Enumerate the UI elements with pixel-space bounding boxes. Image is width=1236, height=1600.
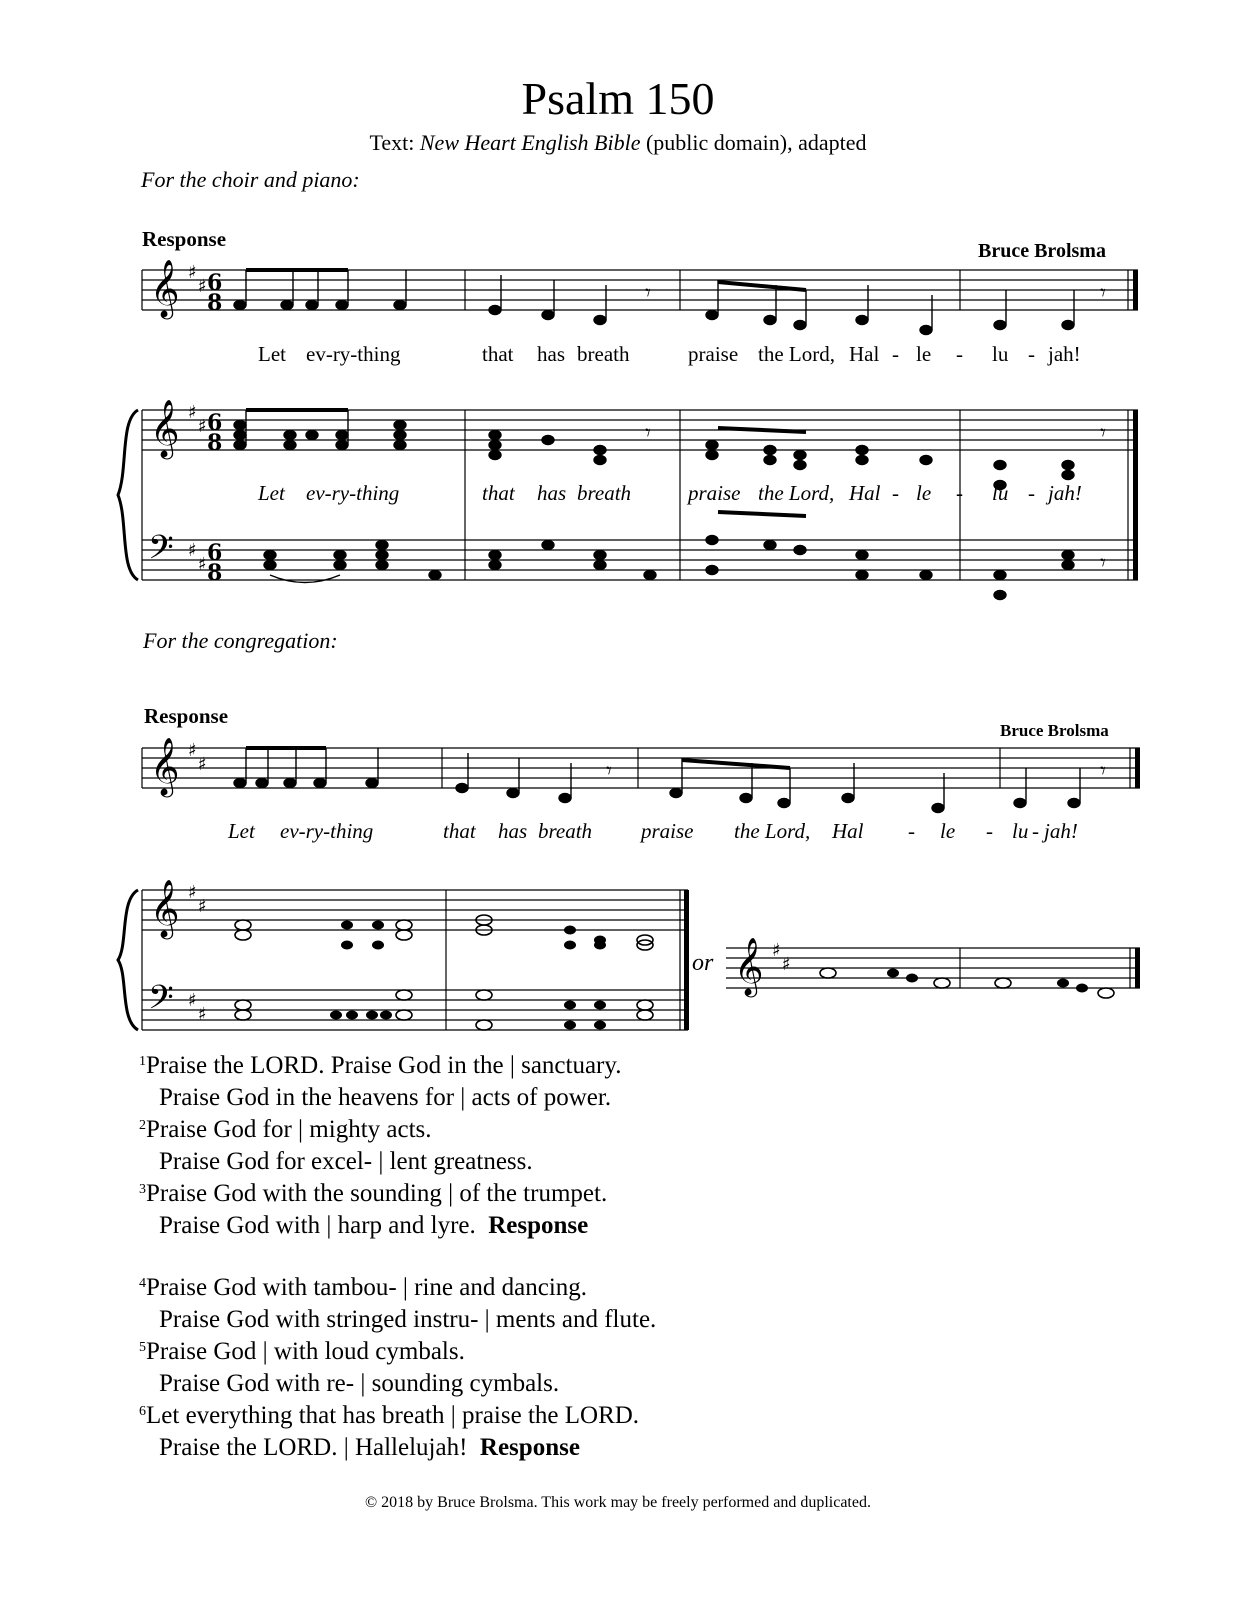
verse-line	[139, 1402, 639, 1430]
congregation-response-label: Response	[144, 704, 229, 728]
congregation-lyric: -	[908, 819, 915, 843]
svg-text:♯: ♯	[198, 554, 207, 575]
piano-lyric: jah!	[1048, 481, 1082, 505]
piano-lyric: praise	[688, 481, 741, 505]
melody-lyric: -	[892, 342, 899, 366]
verse-number: 6	[139, 1404, 146, 1419]
choir-response-label: Response	[142, 227, 227, 251]
piano-lyric: -	[892, 481, 899, 505]
svg-text:𝄾: 𝄾	[645, 281, 651, 306]
congregation-lyric: le	[940, 819, 956, 843]
congregation-lyric: jah!	[1044, 819, 1078, 843]
verse-text: Praise God with stringed instru- | ments and flute.	[159, 1306, 657, 1333]
melody-lyric: has	[537, 342, 565, 366]
verse-number: 3	[139, 1182, 146, 1197]
svg-text:6: 6	[207, 540, 223, 566]
melody-lyric: the Lord,	[758, 342, 835, 366]
treble-clef-icon: 𝄞	[150, 399, 180, 457]
congregation-lyric: that	[443, 819, 476, 843]
key-signature-sharps	[188, 740, 791, 1025]
copyright-notice: © 2018 by Bruce Brolsma. This work may be freely performed and duplicated.	[365, 1494, 871, 1511]
svg-text:♯: ♯	[198, 896, 207, 917]
page-title: Psalm 150	[521, 73, 715, 124]
verse-text: Praise God with | harp and lyre.	[159, 1212, 476, 1239]
congregation-lyric: Let	[228, 819, 255, 843]
or-label: or	[692, 950, 714, 976]
verse-line	[139, 1274, 587, 1302]
melody-lyric: Hal	[849, 342, 880, 366]
treble-clef-icon: 𝄞	[150, 737, 180, 795]
melody-lyric: lu	[992, 342, 1009, 366]
bass-clef-icon: 𝄢	[148, 979, 174, 1025]
eighth-rest-icon	[606, 759, 1106, 784]
congregation-lyric: praise	[641, 819, 694, 843]
congregation-lyric: lu	[1012, 819, 1029, 843]
harmony-bass-staff	[142, 990, 688, 1030]
svg-text:𝄾: 𝄾	[1100, 421, 1106, 446]
svg-text:6: 6	[207, 410, 223, 436]
source-suffix: (public domain), adapted	[640, 130, 867, 155]
alternate-notes	[820, 968, 1114, 998]
verse-text: Praise God with the sounding | of the trumpet.	[146, 1180, 608, 1207]
melody-lyric: jah!	[1048, 342, 1081, 366]
source-work: New Heart English Bible	[419, 130, 641, 155]
melody-lyric: praise	[688, 342, 739, 366]
verse-line	[159, 1148, 533, 1176]
svg-text:𝄾: 𝄾	[606, 759, 612, 784]
svg-text:𝄾: 𝄾	[1100, 759, 1106, 784]
verse-line	[159, 1306, 656, 1334]
svg-text:8: 8	[207, 290, 223, 316]
congregation-lyric: has	[498, 819, 528, 843]
melody-lyric: that	[482, 342, 514, 366]
svg-text:6: 6	[207, 270, 223, 296]
svg-text:𝄾: 𝄾	[645, 421, 651, 446]
harmony-chords	[235, 915, 653, 1030]
melody-lyric: breath	[577, 342, 630, 366]
svg-text:♯: ♯	[188, 882, 197, 903]
melody-lyric: Let	[258, 342, 286, 366]
verse-line	[139, 1180, 607, 1208]
verse-line	[139, 1052, 622, 1080]
congregation-lyric: the Lord,	[734, 819, 811, 843]
svg-text:𝄾: 𝄾	[1100, 281, 1106, 306]
svg-text:♯: ♯	[198, 754, 207, 775]
melody-lyric: le	[916, 342, 932, 366]
verse-text: Let everything that has breath | praise the LORD.	[146, 1402, 640, 1429]
verse-number: 4	[139, 1276, 146, 1291]
verse-line	[159, 1370, 559, 1398]
congregation-lyric: Hal	[832, 819, 864, 843]
verse-text: Praise the LORD. Praise God in the | sanctuary.	[146, 1052, 622, 1079]
verse-line	[159, 1212, 588, 1240]
verse-number: 5	[139, 1340, 146, 1355]
congregation-lyric: breath	[538, 819, 593, 843]
melody-lyric: -	[956, 342, 963, 366]
verse-text: Praise God for | mighty acts.	[146, 1116, 432, 1143]
treble-clef-icon: 𝄞	[150, 259, 180, 317]
response-cue: Response	[475, 1212, 589, 1239]
svg-text:♯: ♯	[188, 262, 197, 283]
svg-text:♯: ♯	[188, 990, 197, 1011]
verse-text: Praise the LORD. | Hallelujah!	[159, 1434, 468, 1461]
piano-lyric: that	[482, 481, 515, 505]
svg-text:𝄾: 𝄾	[1100, 551, 1106, 576]
verse-number: 2	[139, 1118, 146, 1133]
verse-text: Praise God for excel- | lent greatness.	[159, 1148, 533, 1175]
harmony-treble-staff	[142, 890, 688, 930]
response-cue: Response	[467, 1434, 580, 1461]
piano-lyric: Let	[258, 481, 285, 505]
congregation-lyric: -	[1032, 819, 1039, 843]
svg-text:♯: ♯	[198, 1004, 207, 1025]
verse-text: Praise God in the heavens for | acts of power.	[159, 1084, 612, 1111]
melody-lyric: ev-ry-thing	[306, 342, 401, 366]
piano-lyric: has	[537, 481, 567, 505]
treble-clef-icon: 𝄞	[150, 879, 180, 937]
congregation-composer: Bruce Brolsma	[1000, 721, 1109, 740]
verse-line	[139, 1338, 465, 1366]
congregation-lyric: -	[986, 819, 993, 843]
verse-line	[159, 1434, 580, 1462]
verse-text: Praise God | with loud cymbals.	[146, 1338, 465, 1365]
piano-lyric: the Lord,	[758, 481, 835, 505]
piano-lyric: lu	[992, 481, 1009, 505]
svg-text:♯: ♯	[188, 402, 197, 423]
verse-number: 1	[139, 1054, 146, 1069]
congregation-section-label: For the congregation:	[143, 628, 338, 653]
source-prefix: Text:	[369, 130, 420, 155]
treble-clef-icon: 𝄞	[734, 937, 764, 995]
svg-text:♯: ♯	[772, 940, 781, 961]
verse-line	[139, 1116, 432, 1144]
verse-line	[159, 1084, 611, 1112]
svg-text:8: 8	[207, 560, 223, 586]
choir-composer: Bruce Brolsma	[978, 240, 1106, 262]
svg-text:8: 8	[207, 430, 223, 456]
choir-section-label: For the choir and piano:	[141, 167, 360, 192]
piano-lyric: ev-ry-thing	[306, 481, 400, 505]
verse-text: Praise God with re- | sounding cymbals.	[159, 1370, 560, 1397]
piano-lyric: le	[916, 481, 932, 505]
congregation-lyric: ev-ry-thing	[280, 819, 374, 843]
harmony-brace	[118, 890, 138, 1030]
svg-text:♯: ♯	[188, 740, 197, 761]
harmony-quarter-notes	[330, 921, 606, 1030]
melody-lyric: -	[1028, 342, 1035, 366]
svg-text:♯: ♯	[782, 954, 791, 975]
bass-clef-icon: 𝄢	[148, 529, 174, 575]
svg-text:♯: ♯	[198, 276, 207, 297]
piano-lyric: Hal	[849, 481, 881, 505]
piano-lyric: breath	[577, 481, 632, 505]
svg-text:♯: ♯	[188, 540, 197, 561]
verse-text: Praise God with tambou- | rine and dancing.	[146, 1274, 588, 1301]
svg-text:♯: ♯	[198, 416, 207, 437]
piano-lyric: -	[956, 481, 963, 505]
piano-lyric: -	[1028, 481, 1035, 505]
